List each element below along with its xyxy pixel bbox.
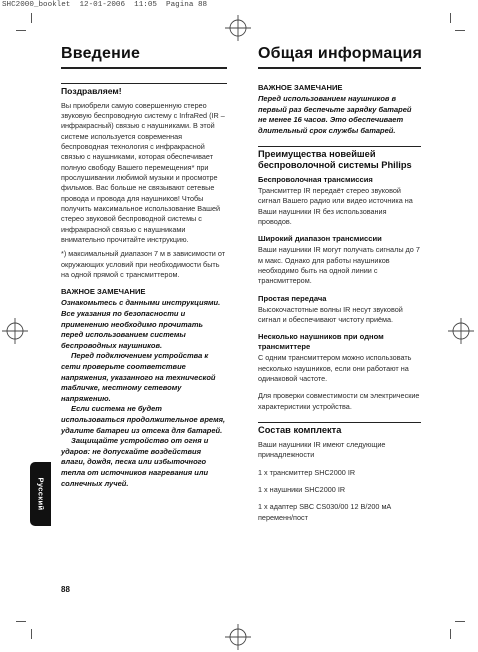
title-rule-right	[258, 67, 421, 69]
advantage-text: С одним трансмиттером можно использовать несколько наушников, если они работают на одинаковой частоте.	[258, 353, 412, 384]
section-heading-contents: Состав комплекта	[258, 422, 421, 436]
crop-mark	[450, 629, 451, 639]
language-tab-label: Русский	[36, 477, 45, 511]
right-column	[258, 83, 421, 527]
crop-mark	[455, 30, 465, 31]
crop-mark	[31, 13, 32, 23]
notice-paragraph: Защищайте устройство от огня и ударов: не допускайте воздействия влаги, дождя, песка или избыточного тепла от источников нагревания или солнечных лучей.	[61, 436, 209, 488]
contents-item: 1 x адаптер SBC CS030/00 12 В/200 мА переменн/пост	[258, 502, 392, 522]
contents-item: 1 x трансмиттер SHC2000 IR	[258, 467, 356, 477]
page-number: 88	[61, 585, 70, 594]
crop-mark	[31, 629, 32, 639]
advantage-title: Широкий диапазон трансмиссии	[258, 234, 382, 244]
advantage-title: Несколько наушников при одном трансмиттере	[258, 332, 384, 352]
registration-mark-icon	[225, 15, 251, 41]
page-title-right: Общая информация	[258, 45, 423, 62]
advantage-text: Высокочастотные волны IR несут звуковой сигнал и обеспечивают чистоту приёма.	[258, 304, 403, 325]
advantage-title: Беспроволочная трансмиссия	[258, 174, 373, 184]
compatibility-note: Для проверки совместимости см электрические характеристики устройства.	[258, 391, 420, 411]
registration-mark-icon	[2, 318, 28, 344]
crop-mark	[16, 30, 26, 31]
language-tab	[30, 462, 51, 526]
left-column	[61, 83, 227, 489]
registration-mark-icon	[225, 624, 251, 650]
section-heading-advantages: Преимущества новейшей беспроволочной системы Philips	[258, 146, 421, 171]
footnote-paragraph: *) максимальный диапазон 7 м в зависимости от окружающих условий при необходимости быть на одной прямой с трансмиттером.	[61, 249, 226, 280]
title-rule-left	[61, 67, 227, 69]
page-title-left: Введение	[61, 45, 141, 62]
print-slug: SHC2000_booklet 12-01-2006 11:05 Pagina 88	[2, 1, 208, 9]
advantage-title: Простая передача	[258, 293, 327, 303]
notice-paragraph: Ознакомьтесь с данными инструкциями. Все указания по безопасности и применению необходимо прочитать перед использованием системы беспроводных наушников.	[61, 298, 221, 350]
section-heading-congrats: Поздравляем!	[61, 83, 227, 97]
notice-paragraph: Если система не будет использоваться продолжительное время, удалите батареи из отсека для батарей.	[61, 404, 226, 435]
notice-heading-left: ВАЖНОЕ ЗАМЕЧАНИЕ	[61, 287, 146, 297]
notice-paragraph: Перед подключением устройства к сети проверьте соответствие напряжения, указанного на технической табличке, местному сетевому напряжению.	[61, 351, 216, 403]
crop-mark	[16, 621, 26, 622]
contents-item: 1 x наушники SHC2000 IR	[258, 484, 346, 494]
advantage-text: Трансмиттер IR передаёт стерео звуковой сигнал Вашего радио или видео источника на Ваши наушники IR без использования проводов.	[258, 185, 413, 226]
crop-mark	[450, 13, 451, 23]
registration-mark-icon	[448, 318, 474, 344]
contents-intro: Ваши наушники IR имеют следующие принадлежности	[258, 439, 386, 460]
advantage-text: Ваши наушники IR могут получать сигналы до 7 м макс. Однако для работы наушников необходимо быть на одной линии с трансмиттером.	[258, 245, 420, 286]
crop-mark	[455, 621, 465, 622]
intro-paragraph: Вы приобрели самую совершенную стерео звуковую беспроводную систему с InfraRed (IR – инфракрасный) связью с наушниками. В этой системе используется современная беспроводная технология с инфракрасной связью с наушниками, которая обеспечивает полную свободу Вашего перемещения* при прослушивании любимой музыки и просмотре фильмов. Вас больше не связывают сетевые провода и провода для наушников! Чтобы получить максимальное использование Вашей стерео звуковой беспроводной системы с инфракрасной связью с наушниками внимательно прочитайте инструкцию.	[61, 100, 225, 245]
notice-paragraph-right: Перед использованием наушников в первый раз беспечьте зарядку батарей не менее 16 часов. Это обеспечивает длительный срок службы батарей.	[258, 94, 412, 135]
notice-heading-right: ВАЖНОЕ ЗАМЕЧАНИЕ	[258, 83, 343, 92]
